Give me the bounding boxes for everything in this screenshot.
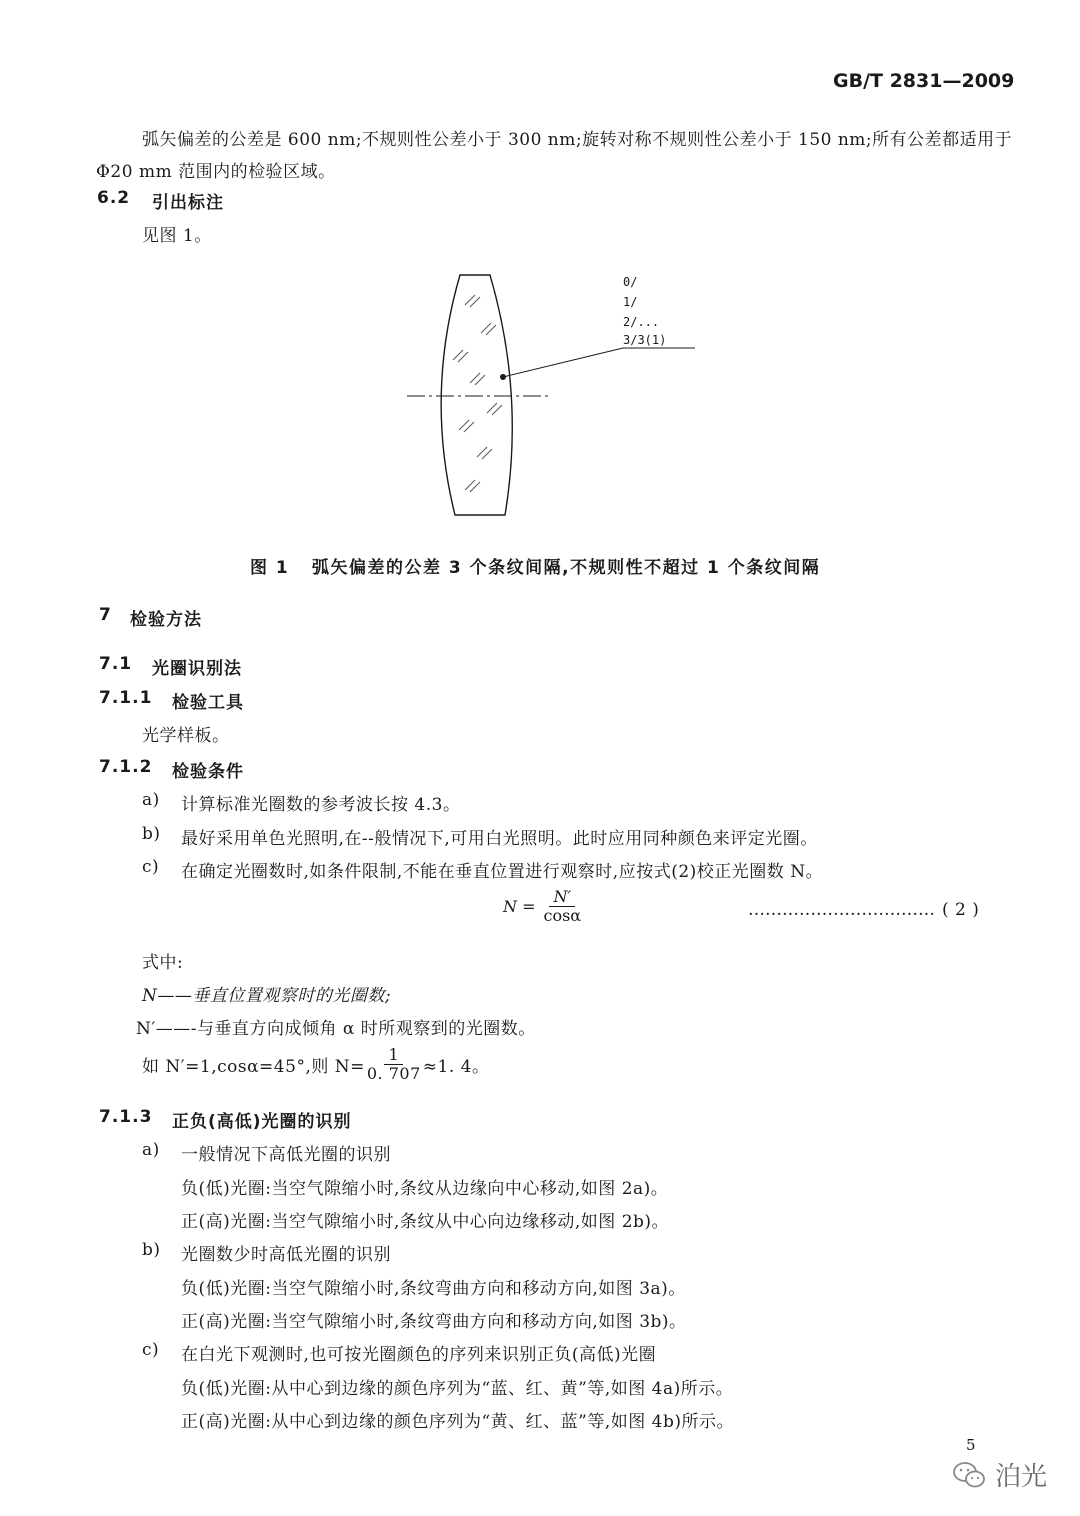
section-7-1-1-number: 7.1.1 [99,688,153,708]
condition-b-mark: b) [142,824,161,844]
group-c-line-1: 负(低)光圈:从中心到边缘的颜色序列为“蓝、红、黄”等,如图 4a)所示。 [181,1379,734,1399]
formula-denominator: cosα [543,906,582,926]
formula-leader-dots: …………………………… [748,900,935,920]
example-suffix: ≈1. 4。 [422,1057,490,1078]
group-c-line-2: 正(高)光圈:从中心到边缘的颜色序列为“黄、红、蓝”等,如图 4b)所示。 [181,1412,735,1432]
example-line [142,1046,489,1084]
example-numerator: 1 [384,1046,403,1065]
section-7-1-1-title: 检验工具 [172,693,244,713]
group-c-mark: c) [142,1340,160,1360]
group-a-title: 一般情况下高低光圈的识别 [181,1145,391,1165]
figure-label-2: 2/... [623,315,660,329]
group-a-mark: a) [142,1140,160,1160]
standard-number: GB/T 2831—2009 [833,70,1015,92]
example-denominator: 0. 707 [366,1064,421,1084]
where-n-definition: N——垂直位置观察时的光圈数; [142,986,392,1006]
where-intro: 式中: [142,953,184,973]
formula-fraction [542,888,584,926]
condition-b-text: 最好采用单色光照明,在--般情况下,可用白光照明。此时应用同种颜色来评定光圈。 [181,829,818,849]
section-7-1-3-title: 正负(高低)光圈的识别 [172,1112,352,1132]
formula-lhs: N = [503,897,536,917]
formula-number: ( 2 ) [942,900,980,920]
watermark [951,1456,1047,1493]
condition-a-text: 计算标准光圈数的参考波长按 4.3。 [181,795,461,815]
section-7-number: 7 [99,605,112,625]
wechat-icon [951,1460,987,1490]
group-b-mark: b) [142,1240,161,1260]
section-6-2-title: 引出标注 [152,193,224,213]
condition-c-text: 在确定光圈数时,如条件限制,不能在垂直位置进行观察时,应按式(2)校正光圈数 N。 [181,862,824,882]
figure-caption-number: 图 1 [250,558,290,578]
intro-line-2: Φ20 mm 范围内的检验区域。 [96,162,336,182]
lens-diagram [395,265,705,525]
section-7-title: 检验方法 [130,610,202,630]
section-6-2-text: 见图 1。 [142,226,212,246]
leader-line [503,348,623,377]
section-7-1-title: 光圈识别法 [152,659,242,679]
group-b-line-1: 负(低)光圈:当空气隙缩小时,条纹弯曲方向和移动方向,如图 3a)。 [181,1279,686,1299]
condition-a-mark: a) [142,790,160,810]
group-c-title: 在白光下观测时,也可按光圈颜色的序列来识别正负(高低)光圈 [181,1345,657,1365]
condition-c-mark: c) [142,857,160,877]
where-nprime-definition: N′——-与垂直方向成倾角 α 时所观察到的光圈数。 [136,1019,536,1039]
intro-line-1: 弧矢偏差的公差是 600 nm;不规则性公差小于 300 nm;旋转对称不规则性公差小于 150 nm;所有公差都适用于 [142,130,1013,150]
section-7-1-2-number: 7.1.2 [99,757,153,777]
section-7-1-1-text: 光学样板。 [142,726,230,746]
section-7-1-2-title: 检验条件 [172,762,244,782]
group-b-title: 光圈数少时高低光圈的识别 [181,1245,391,1265]
callout-dot [500,374,506,380]
figure-label-1: 1/ [623,295,638,309]
group-a-line-1: 负(低)光圈:当空气隙缩小时,条纹从边缘向中心移动,如图 2a)。 [181,1179,669,1199]
figure-label-0: 0/ [623,275,638,289]
group-b-line-2: 正(高)光圈:当空气隙缩小时,条纹弯曲方向和移动方向,如图 3b)。 [181,1312,687,1332]
example-prefix: 如 N′=1,cosα=45°,则 N= [142,1057,365,1078]
lens-outline [441,275,512,515]
section-6-2-number: 6.2 [97,188,131,208]
section-7-1-number: 7.1 [99,654,133,674]
figure-label-3: 3/3(1) [623,333,667,347]
group-a-line-2: 正(高)光圈:当空气隙缩小时,条纹从中心向边缘移动,如图 2b)。 [181,1212,670,1232]
figure-caption-text: 弧矢偏差的公差 3 个条纹间隔,不规则性不超过 1 个条纹间隔 [312,558,821,578]
formula-numerator: N′ [549,888,575,907]
watermark-text: 泊光 [995,1462,1048,1492]
example-fraction [365,1046,423,1084]
hatch-marks [453,295,502,492]
page-number: 5 [966,1436,976,1454]
section-7-1-3-number: 7.1.3 [99,1107,153,1127]
formula-2 [503,888,583,926]
